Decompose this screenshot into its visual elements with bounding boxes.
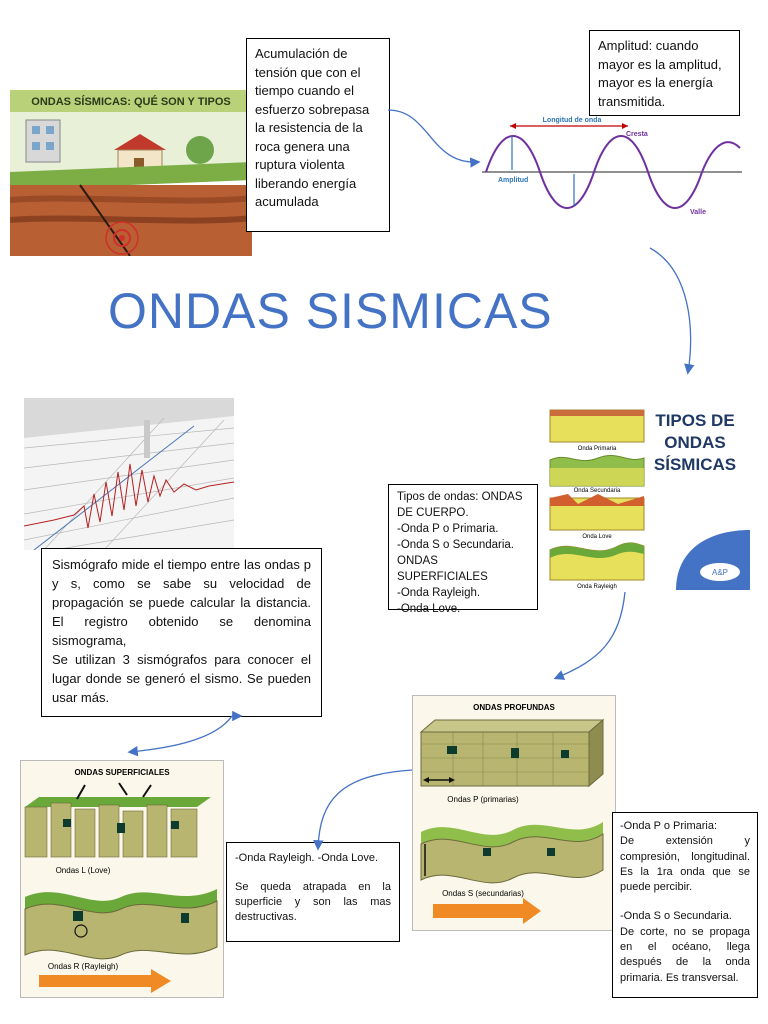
seismograph-image (24, 398, 234, 550)
surface-waves-title: ONDAS SUPERFICIALES (74, 768, 170, 777)
crest-label: Cresta (626, 131, 648, 138)
arrow-wave-to-types (650, 248, 691, 372)
arrow-seismo-to-surface (130, 716, 232, 752)
rayleigh-waves-label: Ondas R (Rayleigh) (47, 962, 119, 971)
wave-diagram (478, 108, 748, 220)
trough-label: Valle (690, 209, 706, 216)
poster-label-rayleigh: Onda Rayleigh (577, 584, 617, 590)
poster-label-primary: Onda Primaria (577, 446, 617, 452)
banner-title: ONDAS SÍSMICAS: QUÉ SON Y TIPOS (31, 96, 231, 108)
s-waves-label: Ondas S (secundarias) (442, 889, 524, 898)
surface-waves-box (226, 842, 400, 942)
surface-waves-image (20, 760, 224, 998)
poster-label-secondary: Onda Secundaria (573, 488, 621, 494)
deep-waves-image (412, 695, 616, 931)
seismograph-explanation-box: Sismógrafo mide el tiempo entre las ondas p y s, como se sabe su velocidad de propagación se puede calcular la distancia. El registro obtenido se denomina sismograma, Se utilizan 3 sismógrafos para conocer el lugar donde se generó el sismo. Se pueden usar más. (41, 548, 322, 717)
arrow-deep-to-rayleigh (318, 770, 412, 848)
surface-box-types: -Onda Rayleigh. -Onda Love. (235, 852, 379, 864)
earthquake-banner-image (10, 90, 252, 256)
tension-explanation-box: Acumulación de tensión que con el tiempo cuando el esfuerzo sobrepasa la resistencia de la roca genera una ruptura violenta liberando energía acumulada (246, 38, 390, 232)
wave-types-box: Tipos de ondas: ONDAS DE CUERPO. -Onda P o Primaria. -Onda S o Secundaria. ONDAS SUPERFICIALES -Onda Rayleigh. -Onda Love. (388, 484, 538, 610)
poster-label-love: Onda Love (582, 534, 612, 540)
primary-secondary-box (612, 812, 758, 998)
poster-badge: A&P (711, 568, 729, 577)
types-of-waves-poster (548, 400, 750, 592)
primary-wave-text: -Onda P o Primaria: De extensión y compresión, longitudinal. Es la 1ra onda que se puede percibir. (620, 820, 750, 894)
poster-title-line-2: ONDAS (664, 433, 726, 452)
deep-waves-title: ONDAS PROFUNDAS (473, 703, 555, 712)
amplitude-explanation-box: Amplitud: cuando mayor es la amplitud, mayor es la energía transmitida. (589, 30, 740, 116)
page-title: ONDAS SISMICAS (108, 283, 553, 339)
arrow-tension-to-wave (388, 110, 478, 162)
arrow-types-to-deep (556, 592, 625, 678)
secondary-wave-text: -Onda S o Secundaria. De corte, no se propaga en el océano, llega después de la onda primaria. Es transversal. (620, 910, 750, 984)
poster-title-line-3: SÍSMICAS (653, 455, 737, 474)
p-waves-label: Ondas P (primarias) (447, 795, 519, 804)
surface-box-description: Se queda atrapada en la superficie y son las mas destructivas. (235, 881, 391, 923)
love-waves-label: Ondas L (Love) (55, 866, 111, 875)
poster-title-line-1: TIPOS DE (655, 411, 735, 430)
amplitude-label: Amplitud (498, 177, 529, 184)
wavelength-label: Longitud de onda (542, 117, 602, 124)
